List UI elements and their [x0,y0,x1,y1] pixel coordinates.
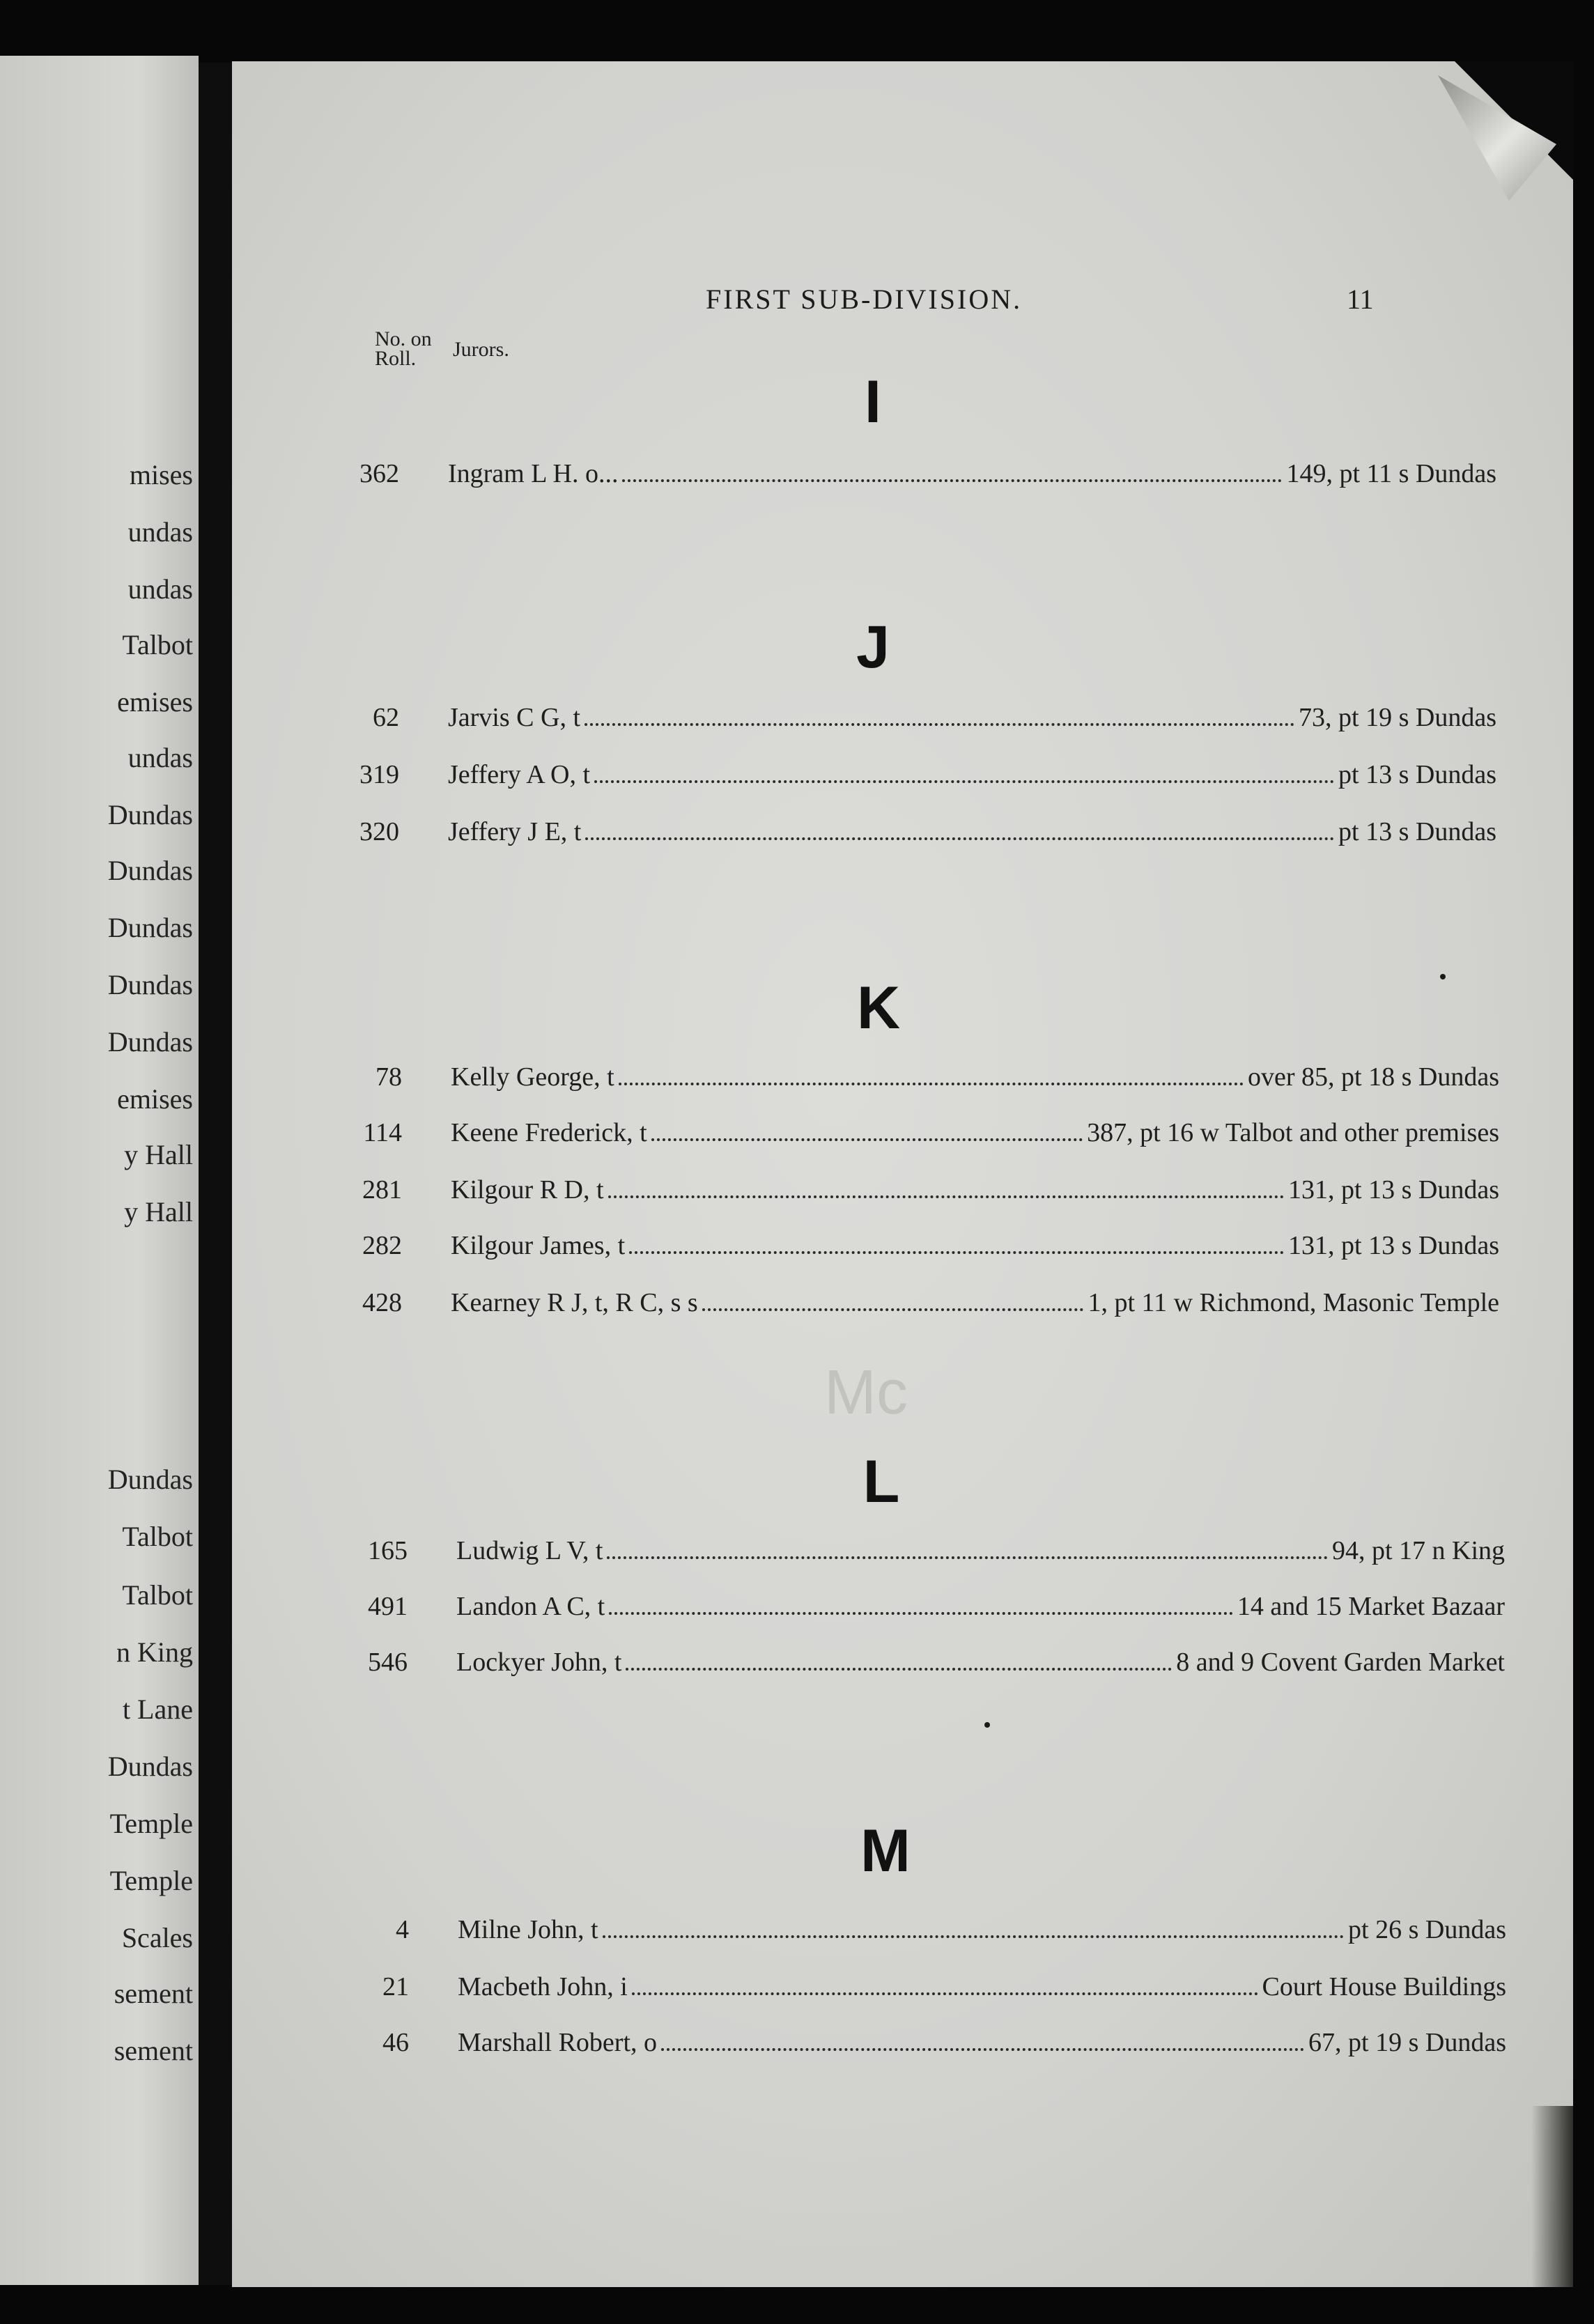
juror-address: 131, pt 13 s Dundas [1288,1231,1499,1260]
facing-page-line: sement [114,1978,193,2009]
facing-page-line: Temple [109,1865,193,1896]
juror-name: Kilgour R D, t [451,1175,604,1204]
juror-name: Marshall Robert, o [458,2028,658,2057]
juror-name: Jeffery A O, t [448,760,591,789]
facing-page-line: Dundas [107,1751,193,1782]
juror-name: Jarvis C G, t [448,703,580,732]
facing-page-line: Dundas [107,799,193,830]
leader-dots [632,1985,1258,1995]
facing-page-line: Dundas [107,1026,193,1058]
roll-number: 114 [363,1118,402,1147]
juror-address: 131, pt 13 s Dundas [1288,1175,1499,1204]
juror-entry [325,1914,1506,1951]
juror-name: Kilgour James, t [451,1231,626,1260]
jurors-heading: Jurors. [453,338,509,361]
juror-entry [318,1117,1499,1154]
roll-number: 319 [359,760,399,789]
juror-name: Kearney R J, t, R C, s s [451,1288,698,1317]
roll-number: 4 [396,1915,409,1944]
leader-dots [609,1604,1233,1615]
juror-entry [325,2027,1506,2063]
juror-entry [316,458,1496,495]
page [232,61,1573,2287]
facing-page-line: undas [127,742,193,773]
roll-number: 62 [373,703,399,732]
leader-dots [629,1244,1284,1254]
juror-entry [318,1287,1499,1324]
facing-page-line: Dundas [107,969,193,1000]
roll-number-heading: No. on Roll. [375,327,432,370]
juror-entry [318,1062,1499,1098]
leader-dots [619,1075,1244,1085]
facing-page-line: n King [116,1636,193,1668]
juror-address: 8 and 9 Covent Garden Market [1176,1648,1505,1677]
bleed-through-mark: Mc [824,1358,908,1427]
roll-number: 46 [382,2028,409,2057]
leader-dots [626,1660,1172,1671]
leader-dots [702,1301,1084,1311]
juror-entry [324,1535,1505,1572]
roll-number: 320 [359,817,399,846]
facing-page-line: Scales [121,1922,193,1953]
juror-address: Court House Buildings [1262,1972,1506,2001]
juror-name: Ludwig L V, t [456,1536,603,1565]
juror-entry [318,1230,1499,1266]
leader-dots [585,715,1294,726]
facing-page-line: Talbot [122,1579,193,1611]
book-gutter [199,63,232,2285]
roll-number: 362 [359,459,399,488]
page-number: 11 [1347,284,1374,315]
facing-page-line: Dundas [107,912,193,943]
juror-name: Keene Frederick, t [451,1118,647,1147]
juror-name: Lockyer John, t [456,1648,622,1677]
facing-page-line: emises [117,686,193,718]
section-letter: M [860,1818,911,1884]
facing-page-line: emises [117,1083,193,1115]
roll-number: 281 [362,1175,402,1204]
juror-entry [316,702,1496,738]
juror-address: over 85, pt 18 s Dundas [1248,1062,1499,1092]
facing-page-line: mises [129,459,193,490]
facing-page-line: t Lane [122,1694,193,1725]
juror-name: Milne John, t [458,1915,598,1944]
juror-name: Ingram L H. o... [448,459,619,488]
leader-dots [622,472,1282,482]
facing-page-line: Temple [109,1808,193,1839]
facing-page-line: undas [127,516,193,548]
column-headings [375,327,584,385]
juror-address: 73, pt 19 s Dundas [1299,703,1496,732]
juror-entry [324,1647,1505,1683]
juror-address: 387, pt 16 w Talbot and other premises [1087,1118,1499,1147]
facing-page-line: undas [127,573,193,605]
section-letter: K [856,975,901,1041]
roll-number: 21 [382,1972,409,2001]
page-header [232,283,1573,325]
facing-page-line: y Hall [124,1139,193,1170]
juror-name: Kelly George, t [451,1062,614,1092]
leader-dots [608,1188,1284,1198]
facing-page-line: sement [114,2035,193,2066]
juror-name: Landon A C, t [456,1592,605,1621]
juror-address: pt 13 s Dundas [1338,817,1496,846]
juror-entry [318,1175,1499,1211]
leader-dots [607,1549,1328,1559]
leader-dots [594,773,1334,783]
juror-name: Jeffery J E, t [448,817,582,846]
juror-address: 149, pt 11 s Dundas [1286,459,1496,488]
facing-page-fragment [0,56,199,2285]
juror-name: Macbeth John, i [458,1972,628,2001]
roll-number: 282 [362,1231,402,1260]
leader-dots [651,1131,1083,1141]
juror-address: pt 26 s Dundas [1348,1915,1506,1944]
section-letter: J [856,614,890,681]
running-title: FIRST SUB-DIVISION. [706,284,1023,315]
roll-number: 491 [368,1592,408,1621]
ink-speck [984,1722,990,1728]
juror-address: 1, pt 11 w Richmond, Masonic Temple [1088,1288,1499,1317]
roll-number: 78 [376,1062,402,1092]
juror-entry [325,1971,1506,2008]
facing-page-line: Talbot [122,1521,193,1552]
juror-address: 94, pt 17 n King [1331,1536,1505,1565]
juror-address: 67, pt 19 s Dundas [1308,2028,1506,2057]
juror-entry [316,759,1496,796]
facing-page-line: y Hall [124,1196,193,1227]
leader-dots [585,830,1334,840]
section-letter: I [865,369,881,435]
page-edge-shadow [1531,2106,1573,2287]
facing-page-line: Talbot [122,629,193,660]
juror-address: 14 and 15 Market Bazaar [1237,1592,1505,1621]
roll-number: 428 [362,1288,402,1317]
juror-entry [316,816,1496,853]
roll-number: 546 [368,1648,408,1677]
facing-page-line: Dundas [107,1464,193,1495]
juror-address: pt 13 s Dundas [1338,760,1496,789]
juror-entry [324,1591,1505,1627]
leader-dots [603,1928,1344,1938]
section-letter: L [862,1448,900,1515]
ink-speck [1440,974,1446,979]
roll-number: 165 [368,1536,408,1565]
leader-dots [661,2040,1304,2051]
facing-page-line: Dundas [107,855,193,886]
